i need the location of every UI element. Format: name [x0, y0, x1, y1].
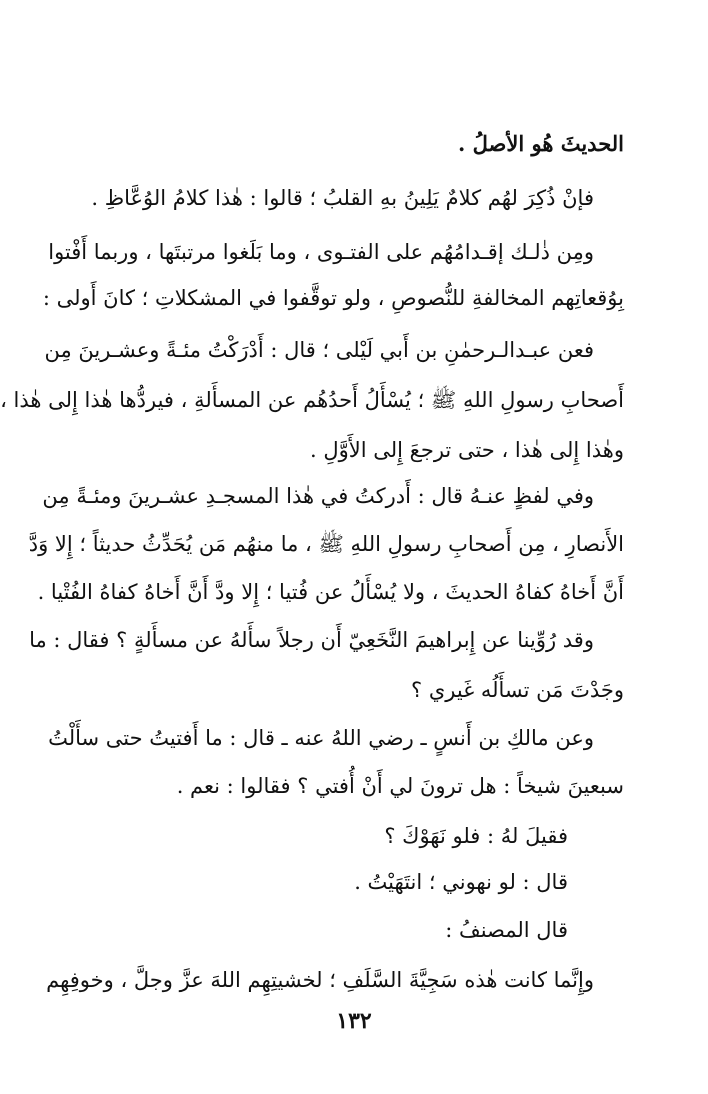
text-line-16: قال : لو نهوني ؛ انتَهَيْتُ . — [354, 870, 568, 894]
text-line-3: ومِن ذٰلـك إقـدامُهُم على الفتـوى ، وما بَلَغوا مرتبتَها ، وربما أَفْتوا — [48, 240, 594, 264]
text-line-6: أَصحابِ رسولِ اللهِ ﷺ ؛ يُسْأَلُ أَحدُهُم عن المسأَلةِ ، فيردُّها هٰذا إِلى هٰذا ، — [0, 388, 624, 412]
text-line-10: أَنَّ أَخاهُ كفاهُ الحديثَ ، ولا يُسْأَلُ عن فُتيا ؛ إِلا ودَّ أَنَّ أَخاهُ كفاهُ الفُتْيا . — [37, 580, 624, 604]
page-number: ١٣٢ — [336, 1008, 372, 1034]
text-line-14: سبعينَ شيخاً : هل ترونَ لي أَنْ أُفتي ؟ فقالوا : نعم . — [176, 774, 624, 798]
text-line-8: وفي لفظٍ عنـهُ قال : أَدركتُ في هٰذا المسجـدِ عشـرينَ ومئـةً مِن — [42, 484, 594, 508]
text-line-4: بِوُقعاتِهم المخالفةِ للنُّصوصِ ، ولو توقَّفوا في المشكلاتِ ؛ كانَ أَولى : — [42, 286, 624, 310]
text-line-9: الأَنصارِ ، مِن أَصحابِ رسولِ اللهِ ﷺ ، ما منهُم مَن يُحَدِّثُ حديثاً ؛ إِلا وَدَّ — [28, 532, 624, 556]
text-line-12: وجَدْتَ مَن تسأَلُه غَيري ؟ — [411, 678, 624, 702]
text-line-1: الحديثَ هُو الأصلُ . — [458, 131, 624, 156]
text-line-5: فعن عبـدالـرحمٰنِ بن أَبي لَيْلى ؛ قال : أَدْرَكْتُ مئـةً وعشـرينَ مِن — [44, 338, 594, 362]
text-line-7: وهٰذا إِلى هٰذا ، حتى ترجعَ إِلى الأَوَّلِ . — [310, 438, 624, 462]
text-line-2: فإنْ ذُكِرَ لهُم كلامٌ يَلِينُ بهِ القلبُ ؛ قالوا : هٰذا كلامُ الوُعَّاظِ . — [91, 186, 594, 210]
text-line-13: وعن مالكِ بن أَنسٍ ـ رضي اللهُ عنه ـ قال : ما أَفتيتُ حتى سأَلْتُ — [48, 726, 594, 750]
text-line-15: فقيلَ لهُ : فلو نَهَوْكَ ؟ — [384, 824, 568, 848]
text-line-11: وقد رُوِّينا عن إِبراهيمَ النَّخَعِيّ أَن رجلاً سأَلهُ عن مسأَلةٍ ؟ فقال : ما — [29, 628, 594, 652]
text-line-17: قال المصنفُ : — [445, 918, 568, 942]
text-line-18: وإِنَّما كانت هٰذه سَجِيَّةَ السَّلَفِ ؛ لخشيتِهِم اللهَ عزَّ وجلَّ ، وخوفِهِم — [46, 968, 594, 992]
